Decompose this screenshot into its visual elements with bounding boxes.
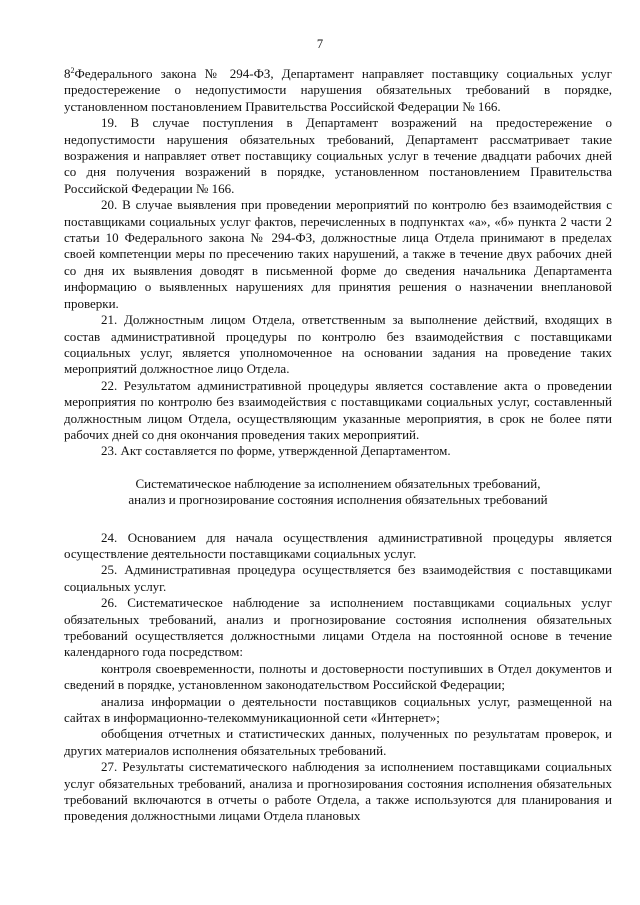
paragraph-26-item-b: анализа информации о деятельности поставщиков социальных услуг, размещенной на сайтах в информационно-телекоммуникационной сети «Интернет»; [64, 693, 612, 726]
paragraph-24: 24. Основанием для начала осуществления административной процедуры является осуществление деятельности поставщиками социальных услуг. [64, 529, 612, 561]
page-number: 7 [316, 37, 324, 51]
paragraph-18-continuation [64, 66, 612, 115]
paragraph-26-item-a: контроля своевременности, полноты и достоверности поступивших в Отдел документов и сведений в порядке, установленном законодательством Российской Федерации; [64, 660, 612, 693]
section-heading [64, 476, 612, 509]
paragraph-18-text: Федерального закона № 294-ФЗ, Департамент направляет поставщику социальных услуг предостережение о недопустимости нарушения обязательных требований в порядке, установленном постановлением Правительства Российской Федерации № 166. [64, 66, 612, 114]
paragraph-26: 26. Систематическое наблюдение за исполнением поставщиками социальных услуг обязательных требований, анализ и прогнозирование состояния исполнения обязательных требований осуществляется должностными лицами Отдела на постоянной основе в течение календарного года посредством: [64, 595, 612, 660]
paragraph-19: 19. В случае поступления в Департамент возражений на предостережение о недопустимости нарушения обязательных требований, Департамент рассматривает такие возражения и направляет ответ поставщику социальных услуг в течение двадцати рабочих дней со дня получения возражений в порядке, установленном постановлением Правительства Российской Федерации № 166. [64, 115, 612, 196]
paragraph-23: 23. Акт составляется по форме, утвержденной Департаментом. [101, 443, 451, 459]
section-heading-line-2: анализ и прогнозирование состояния исполнения обязательных требований [128, 492, 548, 508]
paragraph-27: 27. Результаты систематического наблюдения за исполнением поставщиками социальных услуг обязательных требований, анализа и прогнозирования состояния исполнения обязательных требований включаются в отчеты о работе Отдела, а также используются для планирования и проведения должностными лицами Отдела плановых [64, 759, 612, 824]
section-heading-line-1: Систематическое наблюдение за исполнением обязательных требований, [135, 475, 541, 491]
reference-number: 8 [64, 66, 71, 81]
paragraph-26-item-c: обобщения отчетных и статистических данных, полученных по результатам проверок, и других материалов исполнения обязательных требований. [64, 726, 612, 758]
paragraph-25: 25. Административная процедура осуществляется без взаимодействия с поставщиками социальных услуг. [64, 562, 612, 594]
paragraph-21: 21. Должностным лицом Отдела, ответственным за выполнение действий, входящих в состав административной процедуры по контролю без взаимодействия с поставщиками социальных услуг, является уполномоченное на основании задания на проведение таких мероприятий должностное лицо Отдела. [64, 312, 612, 377]
document-body [64, 66, 612, 825]
reference-superscript: 2 [70, 66, 75, 75]
paragraph-22: 22. Результатом административной процедуры является составление акта о проведении мероприятия по контролю без взаимодействия с поставщиками социальных услуг, составленный должностным лицом Отдела, осуществляющим указанные мероприятия, в срок не более пяти рабочих дней со дня окончания проведения таких мероприятий. [64, 377, 612, 442]
paragraph-20: 20. В случае выявления при проведении мероприятий по контролю без взаимодействия с поставщиками социальных услуг фактов, перечисленных в подпунктах «а», «б» пункта 2 части 2 статьи 10 Федерального закона № 294-ФЗ, должностные лица Отдела принимают в пределах своей компетенции меры по пресечению таких нарушений, а также в течение двух рабочих дней со дня их выявления доводят в письменной форме до сведения начальника Департамента информацию о выявленных нарушениях для принятия решения о назначении внеплановой проверки. [64, 197, 612, 311]
